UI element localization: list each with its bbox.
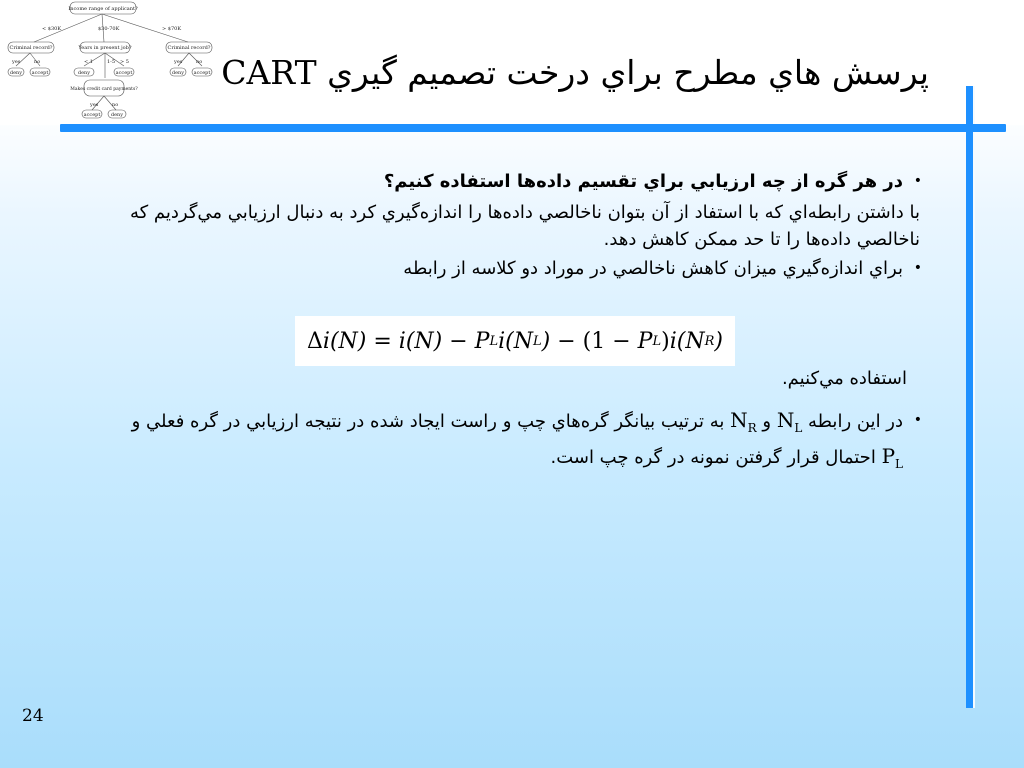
page-number: 24	[22, 706, 44, 726]
tree-leaf: deny	[9, 70, 23, 76]
tree-branch: no	[112, 102, 119, 108]
slide-body	[110, 168, 920, 286]
tree-branch: 1-5	[107, 59, 116, 65]
bullet-icon: •	[913, 173, 922, 189]
tree-branch: yes	[90, 102, 99, 108]
tree-node: Years in present job?	[78, 45, 132, 51]
horizontal-accent-bar	[60, 124, 1006, 132]
bullet-text: در هر گره از چه ارزيابي براي تقسيم داده‌ها استفاده کنيم؟	[383, 171, 903, 192]
tree-branch: yes	[12, 59, 21, 65]
bullet-icon: •	[913, 260, 922, 276]
bullet-text: به ترتيب بيانگر گره‌هاي چپ و راست ايجاد شده در نتيجه ارزيابي در گره فعلي و	[131, 411, 725, 432]
bullet-item	[110, 406, 920, 478]
tree-leaf: accept	[31, 70, 49, 76]
tree-branch: yes	[174, 59, 183, 65]
tree-branch: > $70K	[162, 26, 182, 32]
decision-tree-thumbnail	[2, 0, 214, 122]
tree-branch: < 1	[84, 59, 93, 65]
tree-branch: no	[34, 59, 41, 65]
tree-leaf: accept	[193, 70, 211, 76]
tree-branch: no	[196, 59, 203, 65]
tree-branch: > 5	[120, 59, 129, 65]
tree-node: Criminal record?	[9, 45, 53, 51]
formula-image: Δ i(N) = i(N) − P L i(N L ) − (1 − P L ) i(N R )	[295, 316, 735, 366]
bullet-text: در اين رابطه	[808, 411, 903, 432]
paragraph: با داشتن رابطه‌اي که با استفاد از آن بتوان ناخالصي داده‌ها را اندازه‌گيري کرد به دنبال ارزيابي مي‌گرديم که ناخالصي داده‌ها را تا حد ممکن کاهش دهد.	[129, 202, 920, 250]
slide-body-lower	[110, 406, 920, 482]
tree-leaf: accept	[83, 112, 101, 118]
bullet-text: براي اندازه‌گيري ميزان کاهش ناخالصي در موراد دو کلاسه از رابطه	[403, 258, 903, 279]
bullet-text: و	[762, 411, 772, 432]
slide-title: پرسش هاي مطرح براي درخت تصميم گيري CART	[221, 53, 929, 92]
symbol-NR: $N_R$	[730, 408, 757, 435]
bullet-text: احتمال قرار گرفتن نمونه در گره چپ است.	[550, 447, 876, 468]
paragraph: استفاده مي‌کنيم.	[781, 368, 907, 389]
tree-node: Criminal record?	[167, 45, 211, 51]
bullet-item	[110, 255, 920, 282]
tree-leaf: deny	[77, 70, 91, 76]
bullet-icon: •	[913, 412, 922, 428]
tree-leaf: accept	[115, 70, 133, 76]
symbol-PL: $P_L$	[881, 444, 903, 471]
bullet-item	[110, 168, 920, 195]
tree-branch: < $30K	[42, 26, 62, 32]
tree-root: Income range of applicant?	[68, 6, 138, 12]
symbol-NL: $N_L$	[776, 408, 803, 435]
tree-node: Makes credit card payments?	[70, 87, 138, 92]
vertical-accent-highlight	[973, 86, 975, 708]
tree-leaf: deny	[110, 112, 124, 118]
tree-branch: $30-70K	[98, 26, 120, 32]
tree-leaf: deny	[171, 70, 185, 76]
